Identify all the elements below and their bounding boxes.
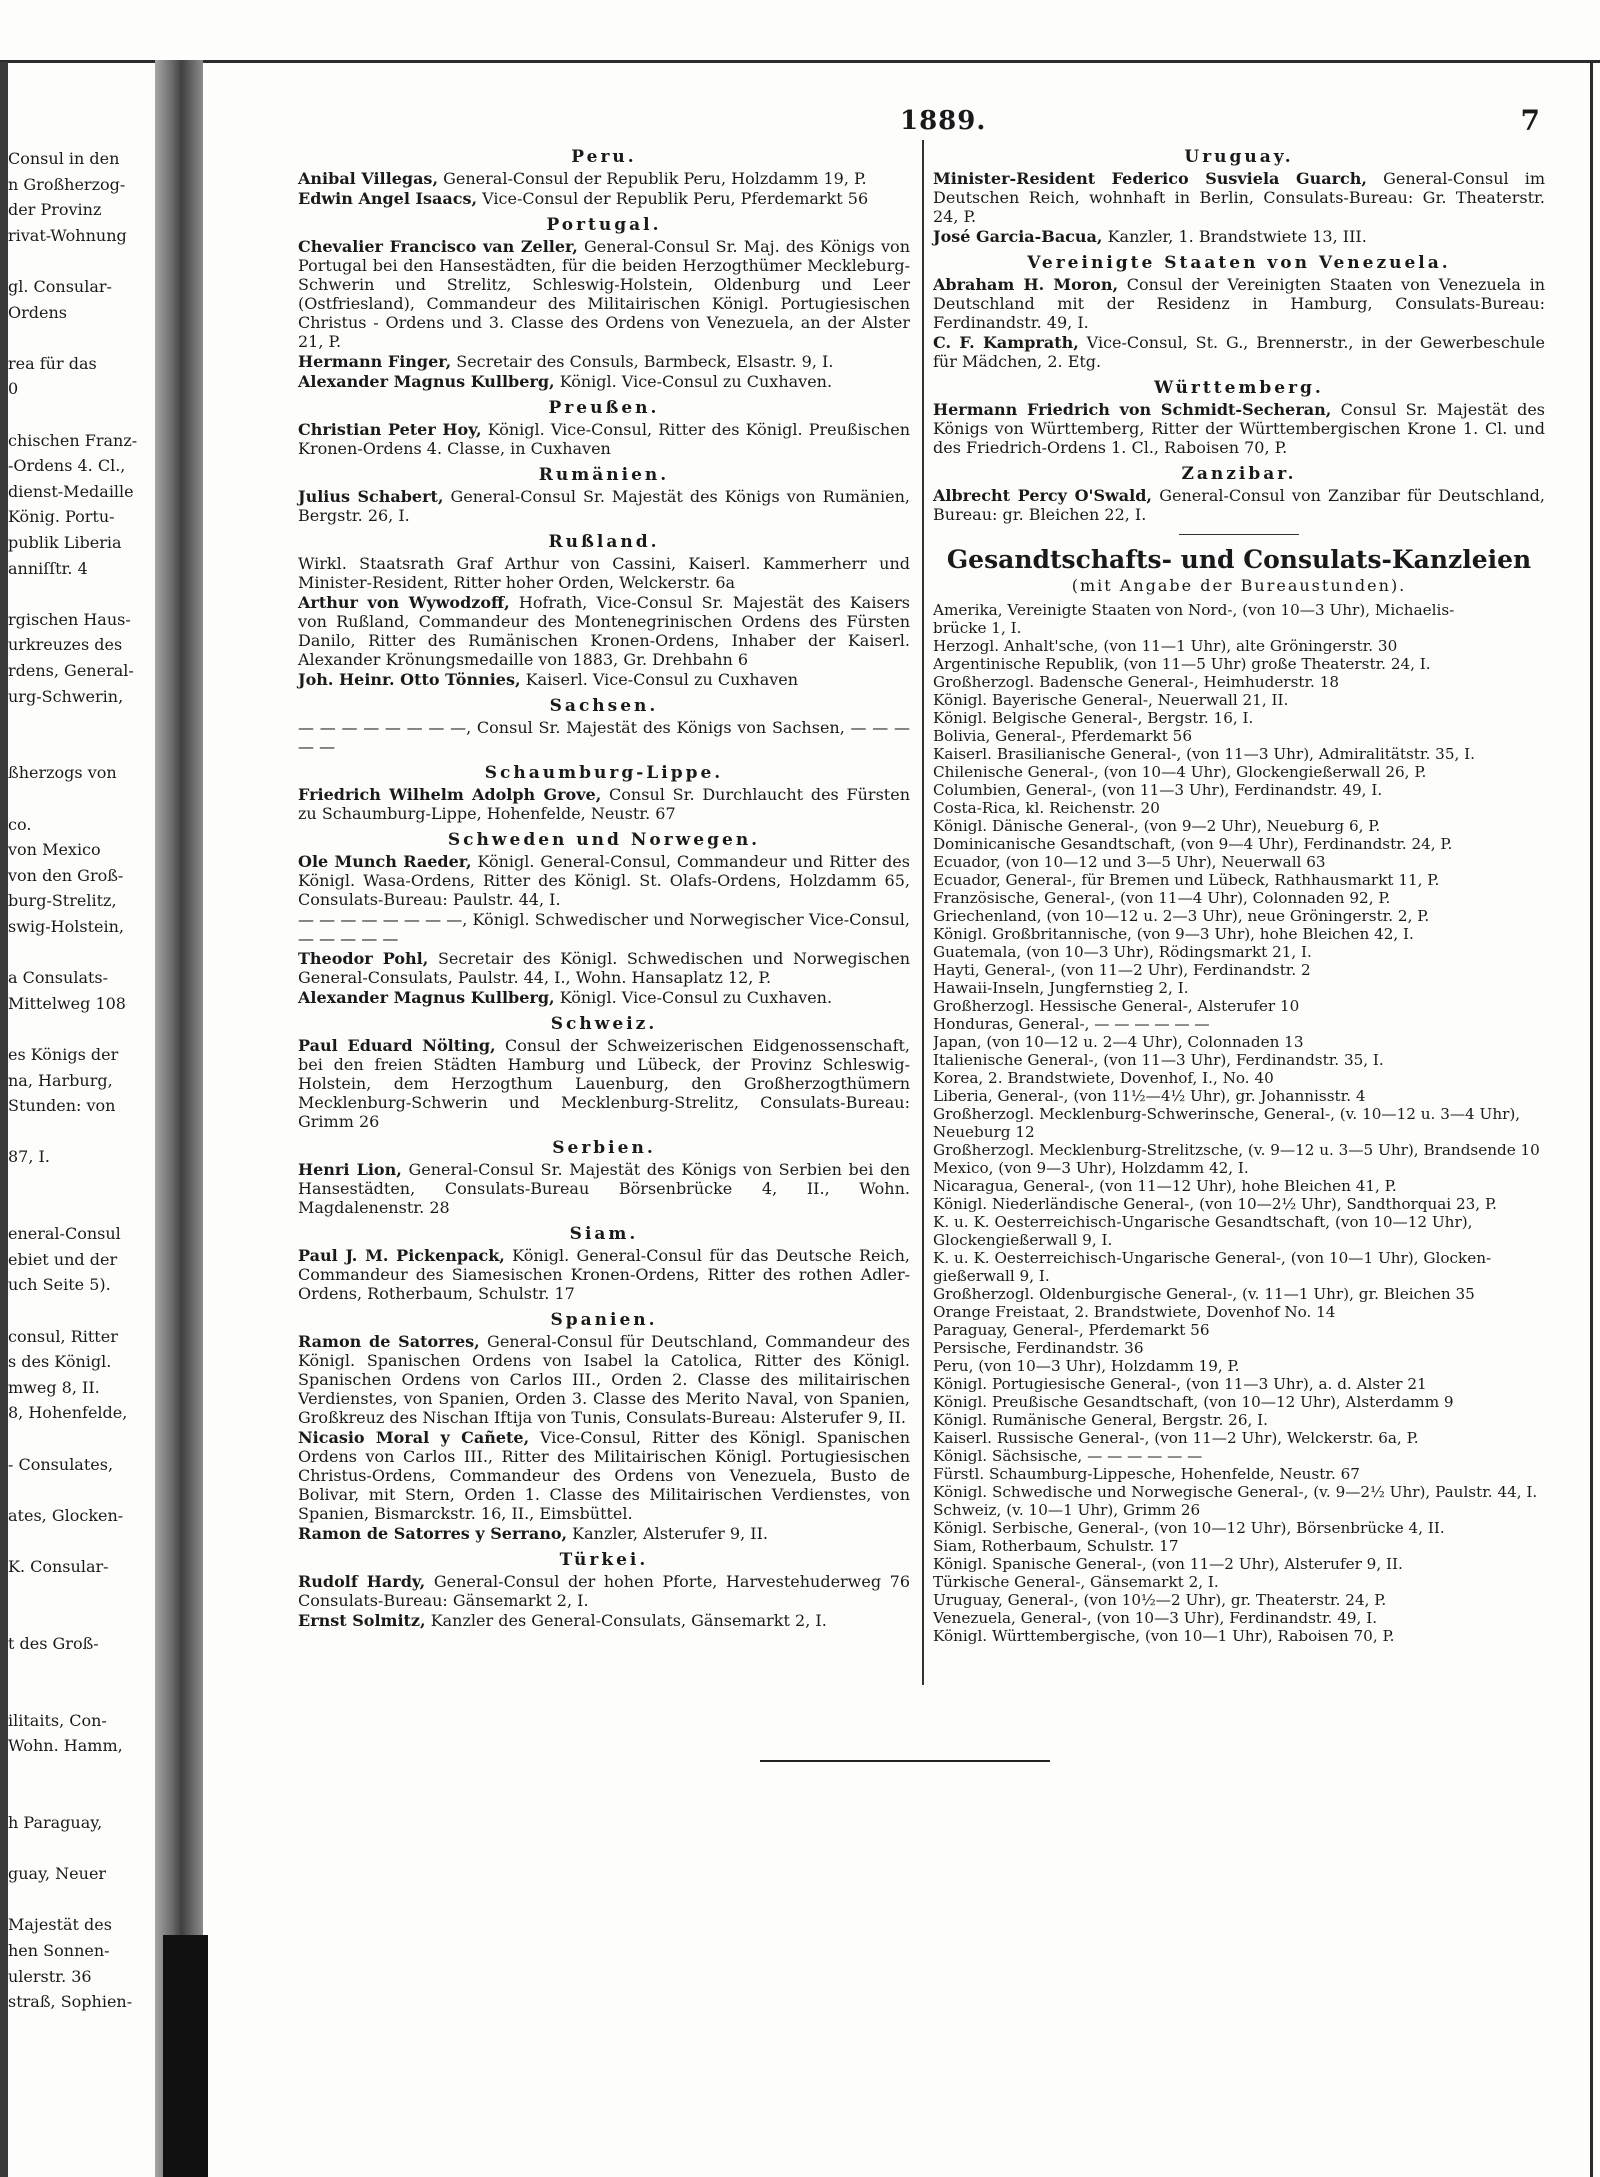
consul-details: General-Consul Sr. Majestät des Königs von Serbien bei den Hansestädten, Consulats-Bureau Börsenbrücke 4, II., Wohn. Magdalenenstr. 28 (298, 1160, 911, 1217)
consul-entry (298, 1572, 910, 1610)
kanzlei-line: Orange Freistaat, 2. Brandstwiete, Dovenhof No. 14 (933, 1303, 1336, 1321)
fragment-line: Mittelweg 108 (8, 993, 126, 1013)
country-heading: Schweden und Norwegen. (447, 830, 761, 850)
consul-name: Theodor Pohl, (298, 949, 429, 968)
consul-name: Hermann Friedrich von Schmidt-Secheran, (933, 400, 1332, 419)
consul-entry (298, 237, 910, 351)
country-heading: Türkei. (559, 1550, 649, 1570)
consul-details: Secretair des Consuls, Barmbeck, Elsastr. 9, I. (456, 352, 834, 371)
country-heading: Sachsen. (549, 696, 659, 716)
section-divider (1179, 534, 1299, 535)
consul-entry (298, 949, 910, 987)
consul-entry (298, 910, 910, 948)
kanzlei-line: Argentinische Republik, (von 11—5 Uhr) große Theaterstr. 24, I. (933, 655, 1431, 673)
kanzlei-line: Herzogl. Anhalt'sche, (von 11—1 Uhr), alte Gröningerstr. 30 (933, 637, 1398, 655)
consul-name: Julius Schabert, (298, 487, 444, 506)
consul-name: Friedrich Wilhelm Adolph Grove, (298, 785, 602, 804)
country-heading: Preußen. (548, 398, 660, 418)
top-edge (0, 60, 1600, 63)
consul-details: Königl. General-Consul für das Deutsche Reich, Commandeur des Siamesischen Kronen-Ordens, Ritter des rothen Adler-Ordens, Rotherbaum, Schulstr. 17 (298, 1246, 910, 1303)
kanzlei-line: Korea, 2. Brandstwiete, Dovenhof, I., No. 40 (933, 1069, 1274, 1087)
country-heading: Peru. (571, 147, 637, 167)
kanzlei-line: Königl. Großbritannische, (von 9—3 Uhr), hohe Bleichen 42, I. (933, 925, 1414, 943)
fragment-line: -Ordens 4. Cl., (8, 456, 126, 476)
left-edge (0, 62, 8, 2177)
kanzlei-line: Königl. Niederländische General-, (von 10—2½ Uhr), Sandthorquai 23, P. (933, 1195, 1497, 1213)
country-section (298, 1550, 910, 1630)
consul-details: Vice-Consul der Republik Peru, Pferdemarkt 56 (482, 189, 869, 208)
kanzlei-line: Mexico, (von 9—3 Uhr), Holzdamm 42, I. (933, 1159, 1249, 1177)
consul-name: José Garcia-Bacua, (933, 227, 1103, 246)
fragment-line: ebiet und der (8, 1249, 118, 1269)
consul-name: Christian Peter Hoy, (298, 420, 482, 439)
consul-entry (298, 718, 910, 756)
fragment-line: hen Sonnen- (8, 1941, 110, 1960)
consul-details: Consul der Schweizerischen Eidgenossenschaft, bei den freien Städten Hamburg und Lübeck, der Provinz Schleswig-Holstein, dem Herzogthum Lauenburg, den Großherzogthümern Mecklenburg-Schwerin und Mecklenburg-Strelitz, Consulats-Bureau: Grimm 26 (298, 1036, 911, 1131)
fragment-line: es Königs der (8, 1045, 119, 1064)
consul-entry (298, 554, 910, 592)
consul-name: C. F. Kamprath, (933, 333, 1079, 352)
consul-entry (298, 593, 910, 669)
country-section (933, 378, 1545, 457)
kanzlei-line: Griechenland, (von 10—12 u. 2—3 Uhr), neue Gröningerstr. 2, P. (933, 907, 1430, 925)
consul-details: Consul der Vereinigten Staaten von Venezuela in Deutschland mit der Residenz in Hamburg, Consulats-Bureau: Ferdinandstr. 49, I. (933, 275, 1546, 332)
kanzlei-line: Hayti, General-, (von 11—2 Uhr), Ferdinandstr. 2 (933, 961, 1311, 979)
consul-name: Ole Munch Raeder, (298, 852, 472, 871)
consul-name: Nicasio Moral y Cañete, (298, 1428, 530, 1447)
kanzlei-line: Großherzogl. Oldenburgische General-, (v. 11—1 Uhr), gr. Bleichen 35 (933, 1285, 1475, 1303)
kanzlei-line: Königl. Preußische Gesandtschaft, (von 10—12 Uhr), Alsterdamm 9 (933, 1393, 1454, 1411)
fragment-line: consul, Ritter (8, 1326, 118, 1346)
kanzlei-line: K. u. K. Oesterreichisch-Ungarische General-, (von 10—1 Uhr), Glocken- (933, 1249, 1492, 1267)
kanzlei-line: Großherzogl. Mecklenburg-Strelitzsche, (v. 9—12 u. 3—5 Uhr), Brandsende 10 (933, 1141, 1540, 1159)
consul-details: — — — — — — — —, Consul Sr. Majestät des Königs von Sachsen, — — — — — (298, 718, 910, 756)
country-heading: Schaumburg-Lippe. (484, 763, 724, 783)
kanzleien-title: Gesandtschafts- und Consulats-Kanzleien (946, 545, 1532, 574)
country-section (298, 465, 910, 525)
fragment-line: na, Harburg, (8, 1070, 113, 1090)
country-section (298, 215, 910, 391)
country-heading: Portugal. (546, 215, 662, 235)
consul-name: Anibal Villegas, (298, 169, 439, 188)
fragment-line: n Großherzog- (8, 174, 126, 194)
consul-name: Henri Lion, (298, 1160, 402, 1179)
kanzlei-line: Peru, (von 10—3 Uhr), Holzdamm 19, P. (933, 1357, 1240, 1375)
consul-name: Alexander Magnus Kullberg, (298, 372, 555, 391)
consul-details: General-Consul Sr. Maj. des Königs von Portugal bei den Hansestädten, für die beiden Herzogthümer Meckleburg-Schwerin und Strelitz, Schleswig-Holstein, Oldenburg und Leer (Ostfriesland), Commandeur des Militairischen Königl. Portugiesischen Christus - Ordens und 3. Classe des Ordens von Venezuela, an der Alster 21, P. (298, 237, 910, 351)
fragment-line: h Paraguay, (8, 1813, 103, 1832)
fragment-line: rgischen Haus- (8, 609, 131, 629)
kanzlei-line: Dominicanische Gesandtschaft, (von 9—4 Uhr), Ferdinandstr. 24, P. (933, 835, 1453, 853)
country-heading: Württemberg. (1154, 378, 1324, 398)
country-heading: Vereinigte Staaten von Venezuela. (1027, 253, 1451, 273)
consul-details: Consul Sr. Majestät des Königs von Württemberg, Ritter der Württembergischen Krone 1. Cl. und des Friedrich-Ordens 1. Cl., Raboisen 70, P. (933, 400, 1545, 457)
consul-details: Königl. Vice-Consul zu Cuxhaven. (559, 988, 833, 1007)
consul-entry (298, 670, 910, 689)
country-section (298, 1310, 910, 1543)
fragment-line: gl. Consular- (8, 277, 112, 296)
consul-details: Kanzler, 1. Brandstwiete 13, III. (1107, 227, 1367, 246)
consul-name: Chevalier Francisco van Zeller, (298, 237, 578, 256)
kanzlei-line: Königl. Bayerische General-, Neuerwall 21, II. (933, 691, 1289, 709)
consul-details: Kanzler des General-Consulats, Gänsemarkt 2, I. (430, 1611, 827, 1630)
kanzlei-line: Uruguay, General-, (von 10½—2 Uhr), gr. Theaterstr. 24, P. (933, 1591, 1387, 1609)
kanzlei-line: Türkische General-, Gänsemarkt 2, I. (933, 1573, 1219, 1591)
fragment-line: publik Liberia (8, 533, 122, 552)
consul-details: Vice-Consul, St. G., Brennerstr., in der Gewerbeschule für Mädchen, 2. Etg. (933, 333, 1546, 371)
kanzlei-line: Liberia, General-, (von 11½—4½ Uhr), gr. Johannisstr. 4 (933, 1087, 1366, 1105)
consul-details: General-Consul von Zanzibar für Deutschland, Bureau: gr. Bleichen 22, I. (933, 486, 1546, 524)
kanzlei-line: Italienische General-, (von 11—3 Uhr), Ferdinandstr. 35, I. (933, 1051, 1384, 1069)
consul-details: General-Consul im Deutschen Reich, wohnhaft in Berlin, Consulats-Bureau: Gr. Theaterstr. 24, P. (933, 169, 1546, 226)
consul-details: Consul Sr. Durchlaucht des Fürsten zu Schaumburg-Lippe, Hohenfelde, Neustr. 67 (298, 785, 910, 823)
fragment-line: der Provinz (8, 200, 102, 220)
fragment-line: uch Seite 5). (8, 1275, 111, 1295)
fragment-line: rivat-Wohnung (8, 225, 127, 245)
kanzlei-line: Venezuela, General-, (von 10—3 Uhr), Ferdinandstr. 49, I. (933, 1609, 1378, 1627)
country-heading: Uruguay. (1184, 147, 1294, 167)
consul-name: Abraham H. Moron, (933, 275, 1119, 294)
consul-entry (298, 169, 910, 188)
country-section (298, 1224, 910, 1303)
consul-name: Ernst Solmitz, (298, 1611, 426, 1630)
country-section (933, 253, 1545, 371)
fragment-line: Stunden: von (8, 1096, 116, 1116)
kanzlei-line: Königl. Dänische General-, (von 9—2 Uhr), Neueburg 6, P. (933, 817, 1381, 835)
consul-details: Kanzler, Alsterufer 9, II. (572, 1524, 768, 1543)
kanzlei-line: Japan, (von 10—12 u. 2—4 Uhr), Colonnaden 13 (933, 1033, 1304, 1051)
kanzleien-subtitle: (mit Angabe der Bureaustunden). (1071, 576, 1407, 595)
kanzlei-line: Nicaragua, General-, (von 11—12 Uhr), hohe Bleichen 41, P. (933, 1177, 1397, 1195)
kanzlei-line: Königl. Sächsische, — — — — — — (933, 1447, 1203, 1465)
fragment-line: von Mexico (8, 840, 101, 860)
kanzleien-list (933, 601, 1545, 1645)
fragment-line: ilitaits, Con- (8, 1710, 107, 1730)
kanzlei-line: K. u. K. Oesterreichisch-Ungarische Gesandtschaft, (von 10—12 Uhr), (933, 1213, 1473, 1231)
country-section (298, 147, 910, 208)
kanzlei-line: Siam, Rotherbaum, Schulstr. 17 (933, 1537, 1179, 1555)
country-section (298, 398, 910, 458)
fragment-line: 87, I. (8, 1147, 50, 1167)
country-section (298, 763, 910, 823)
consul-name: Rudolf Hardy, (298, 1572, 426, 1591)
kanzlei-line: Königl. Portugiesische General-, (von 11—3 Uhr), a. d. Alster 21 (933, 1375, 1427, 1393)
kanzlei-line: brücke 1, I. (933, 619, 1022, 637)
consul-entry (298, 420, 910, 458)
country-heading: Zanzibar. (1181, 464, 1297, 484)
consul-details: Königl. Vice-Consul zu Cuxhaven. (559, 372, 833, 391)
fragment-line: von den Groß- (8, 865, 124, 885)
consul-name: Ramon de Satorres y Serrano, (298, 1524, 568, 1543)
fragment-line: König. Portu- (8, 507, 115, 527)
fragment-line: s des Königl. (8, 1352, 112, 1372)
page-number: 7 (1520, 104, 1540, 137)
consul-entry (933, 400, 1545, 457)
column-divider (922, 140, 924, 1685)
fragment-line: straß, Sophien- (8, 1992, 133, 2012)
consul-entry (298, 1246, 910, 1303)
right-column (933, 140, 1545, 1645)
fragment-line: ulerstr. 36 (8, 1966, 92, 1986)
right-edge (1590, 60, 1593, 2177)
kanzlei-line: gießerwall 9, I. (933, 1267, 1050, 1285)
kanzlei-line: Costa-Rica, kl. Reichenstr. 20 (933, 799, 1160, 817)
consul-entry (933, 227, 1545, 246)
fragment-line: 0 (8, 379, 19, 399)
kanzlei-line: Kaiserl. Brasilianische General-, (von 11—3 Uhr), Admiralitätstr. 35, I. (933, 745, 1475, 763)
consul-details: — — — — — — — —, Königl. Schwedischer und Norwegischer Vice-Consul, — — — — — (298, 910, 910, 948)
fragment-line: Wohn. Hamm, (8, 1736, 123, 1756)
country-section (298, 830, 910, 1007)
kanzlei-line: Ecuador, (von 10—12 und 3—5 Uhr), Neuerwall 63 (933, 853, 1326, 871)
consul-entry (298, 1160, 910, 1217)
consul-entry (933, 275, 1545, 332)
consul-name: Paul Eduard Nölting, (298, 1036, 496, 1055)
country-heading: Schweiz. (550, 1014, 658, 1034)
consul-name: Ramon de Satorres, (298, 1332, 480, 1351)
consul-details: General-Consul der hohen Pforte, Harvestehuderweg 76 Consulats-Bureau: Gänsemarkt 2, I. (298, 1572, 911, 1610)
kanzlei-line: Königl. Serbische, General-, (von 10—12 Uhr), Börsenbrücke 4, II. (933, 1519, 1445, 1537)
page-header (230, 100, 1540, 140)
consul-name: Alexander Magnus Kullberg, (298, 988, 555, 1007)
left-column (298, 140, 910, 1631)
fragment-line: dienst-Medaille (8, 481, 134, 501)
kanzlei-line: Großherzogl. Hessische General-, Alsterufer 10 (933, 997, 1300, 1015)
kanzlei-line: Columbien, General-, (von 11—3 Uhr), Ferdinandstr. 49, I. (933, 781, 1383, 799)
consul-entry (298, 189, 910, 208)
kanzlei-line: Schweiz, (v. 10—1 Uhr), Grimm 26 (933, 1501, 1201, 1519)
country-heading: Serbien. (552, 1138, 656, 1158)
kanzlei-line: Französische, General-, (von 11—4 Uhr), Colonnaden 92, P. (933, 889, 1391, 907)
consul-details: General-Consul der Republik Peru, Holzdamm 19, P. (443, 169, 867, 188)
kanzlei-line: Bolivia, General-, Pferdemarkt 56 (933, 727, 1192, 745)
consul-details: Königl. General-Consul, Commandeur und Ritter des Königl. Wasa-Ordens, Ritter des Königl. St. Olafs-Ordens, Holzdamm 65, Consulats-Bureau: Paulstr. 44, I. (298, 852, 910, 909)
country-section (298, 1014, 910, 1131)
fragment-line: t des Groß- (8, 1633, 99, 1653)
kanzlei-line: Königl. Rumänische General, Bergstr. 26, I. (933, 1411, 1268, 1429)
kanzlei-line: Königl. Schwedische und Norwegische General-, (v. 9—2½ Uhr), Paulstr. 44, I. (933, 1483, 1538, 1501)
consul-entry (298, 988, 910, 1007)
consul-entry (298, 852, 910, 909)
consul-details: Kaiserl. Vice-Consul zu Cuxhaven (525, 670, 799, 689)
consul-name: Minister-Resident Federico Susviela Guarch, (933, 169, 1367, 188)
consul-entry (933, 333, 1545, 371)
kanzlei-line: Guatemala, (von 10—3 Uhr), Rödingsmarkt 21, I. (933, 943, 1312, 961)
kanzlei-line: Honduras, General-, — — — — — — (933, 1015, 1210, 1033)
fragment-line: rdens, General- (8, 661, 134, 680)
consul-details: Hofrath, Vice-Consul Sr. Majestät des Kaisers von Rußland, Commandeur des Montenegrinischen Ordens des Fürsten Danilo, Ritter des Rumänischen Kronen-Ordens, Inhaber der Kaiserl. Alexander Krönungsmedaille von 1883, Gr. Drehbahn 6 (298, 593, 910, 669)
consul-details: Secretair des Königl. Schwedischen und Norwegischen General-Consulats, Paulstr. 44, I., Wohn. Hansaplatz 12, P. (298, 949, 911, 987)
kanzlei-line: Neueburg 12 (933, 1123, 1035, 1141)
country-section (298, 696, 910, 756)
country-section (933, 464, 1545, 524)
fragment-line: K. Consular- (8, 1557, 109, 1576)
fragment-line: eneral-Consul (8, 1224, 121, 1244)
consul-name: Arthur von Wywodzoff, (298, 593, 510, 612)
kanzlei-line: Chilenische General-, (von 10—4 Uhr), Glockengießerwall 26, P. (933, 763, 1427, 781)
consul-entry (933, 486, 1545, 524)
country-section (933, 147, 1545, 246)
consul-entry (298, 1524, 910, 1543)
country-section (298, 532, 910, 689)
fragment-line: chischen Franz- (8, 430, 138, 450)
consul-entry (933, 169, 1545, 226)
consul-name: Joh. Heinr. Otto Tönnies, (298, 670, 521, 689)
kanzlei-line: Amerika, Vereinigte Staaten von Nord-, (von 10—3 Uhr), Michaelis- (933, 601, 1455, 619)
fragment-line: a Consulats- (8, 968, 109, 988)
consul-entry (298, 1036, 910, 1131)
kanzlei-line: Paraguay, General-, Pferdemarkt 56 (933, 1321, 1210, 1339)
country-heading: Rumänien. (538, 465, 670, 485)
consul-entry (298, 785, 910, 823)
fragment-line: ates, Glocken- (8, 1505, 124, 1525)
consul-name: Paul J. M. Pickenpack, (298, 1246, 505, 1265)
kanzlei-line: Ecuador, General-, für Bremen und Lübeck, Rathhausmarkt 11, P. (933, 871, 1440, 889)
end-rule (760, 1760, 1050, 1762)
consul-details: Königl. Vice-Consul, Ritter des Königl. Preußischen Kronen-Ordens 4. Classe, in Cuxhaven (298, 420, 910, 458)
kanzlei-line: Glockengießerwall 9, I. (933, 1231, 1113, 1249)
country-heading: Siam. (569, 1224, 639, 1244)
kanzlei-line: Königl. Spanische General-, (von 11—2 Uhr), Alsterufer 9, II. (933, 1555, 1403, 1573)
fragment-line: urkreuzes des (8, 635, 123, 655)
fragment-line: rea für das (8, 353, 97, 373)
kanzlei-line: Großherzogl. Badensche General-, Heimhuderstr. 18 (933, 673, 1340, 691)
consul-entry (298, 1428, 910, 1523)
fragment-line: Majestät des (8, 1915, 112, 1935)
fragment-line: 8, Hohenfelde, (8, 1403, 128, 1423)
fragment-line: swig-Holstein, (8, 917, 124, 936)
kanzlei-line: Großherzogl. Mecklenburg-Schwerinsche, General-, (v. 10—12 u. 3—4 Uhr), (933, 1105, 1521, 1123)
book-binding (155, 60, 203, 2177)
consul-entry (298, 487, 910, 525)
kanzlei-line: Kaiserl. Russische General-, (von 11—2 Uhr), Welckerstr. 6a, P. (933, 1429, 1419, 1447)
fragment-line: co. (8, 814, 32, 834)
country-heading: Rußland. (548, 532, 660, 552)
consul-name: Edwin Angel Isaacs, (298, 189, 478, 208)
consul-name: Hermann Finger, (298, 352, 452, 371)
consul-details: Vice-Consul, Ritter des Königl. Spanischen Ordens von Carlos III., Ritter des Militairischen Königl. Portugiesischen Christus-Ordens, Commandeur des Ordens von Venezuela, Busto de Bolivar, mit Stern, Orden 1. Classe des Militairischen Verdienstes, von Spanien, Bismarckstr. 16, II., Eimsbüttel. (298, 1428, 911, 1523)
fragment-line: anniſſtr. 4 (8, 558, 88, 578)
fragment-line: ßherzogs von (8, 763, 117, 783)
kanzlei-line: Fürstl. Schaumburg-Lippesche, Hohenfelde, Neustr. 67 (933, 1465, 1360, 1483)
binding-clip (163, 1935, 208, 2177)
fragment-line: - Consulates, (8, 1454, 114, 1474)
consul-name: Albrecht Percy O'Swald, (933, 486, 1152, 505)
fragment-line: Consul in den (8, 149, 120, 168)
kanzlei-line: Königl. Belgische General-, Bergstr. 16, I. (933, 709, 1254, 727)
kanzlei-line: Hawaii-Inseln, Jungfernstieg 2, I. (933, 979, 1189, 997)
consul-entry (298, 1611, 910, 1630)
country-heading: Spanien. (550, 1310, 658, 1330)
fragment-line: Ordens (8, 302, 67, 322)
fragment-line: guay, Neuer (8, 1864, 107, 1884)
fragment-line: mweg 8, II. (8, 1377, 100, 1397)
consul-details: General-Consul für Deutschland, Commandeur des Königl. Spanischen Ordens von Isabel la Catolica, Ritter des Königl. Spanischen Ordens von Carlos III., Orden 2. Classe des militairischen Verdienstes, von Spanien, Orden 3. Classe des Merito Naval, von Spanien, Großkreuz des Nischan Iftija von Tunis, Consulats-Bureau: Alsterufer 9, II. (298, 1332, 910, 1427)
consul-entry (298, 372, 910, 391)
country-section (298, 1138, 910, 1217)
fragment-line: burg-Strelitz, (8, 891, 117, 911)
consul-entry (298, 1332, 910, 1427)
kanzlei-line: Königl. Württembergische, (von 10—1 Uhr), Raboisen 70, P. (933, 1627, 1395, 1645)
consul-details: Wirkl. Staatsrath Graf Arthur von Cassini, Kaiserl. Kammerherr und Minister-Resident, Ritter hoher Orden, Welckerstr. 6a (298, 554, 910, 592)
consul-entry (298, 352, 910, 371)
consul-details: General-Consul Sr. Majestät des Königs von Rumänien, Bergstr. 26, I. (298, 487, 911, 525)
kanzlei-line: Persische, Ferdinandstr. 36 (933, 1339, 1144, 1357)
page-year: 1889. (900, 106, 987, 136)
fragment-line: urg-Schwerin, (8, 686, 124, 706)
